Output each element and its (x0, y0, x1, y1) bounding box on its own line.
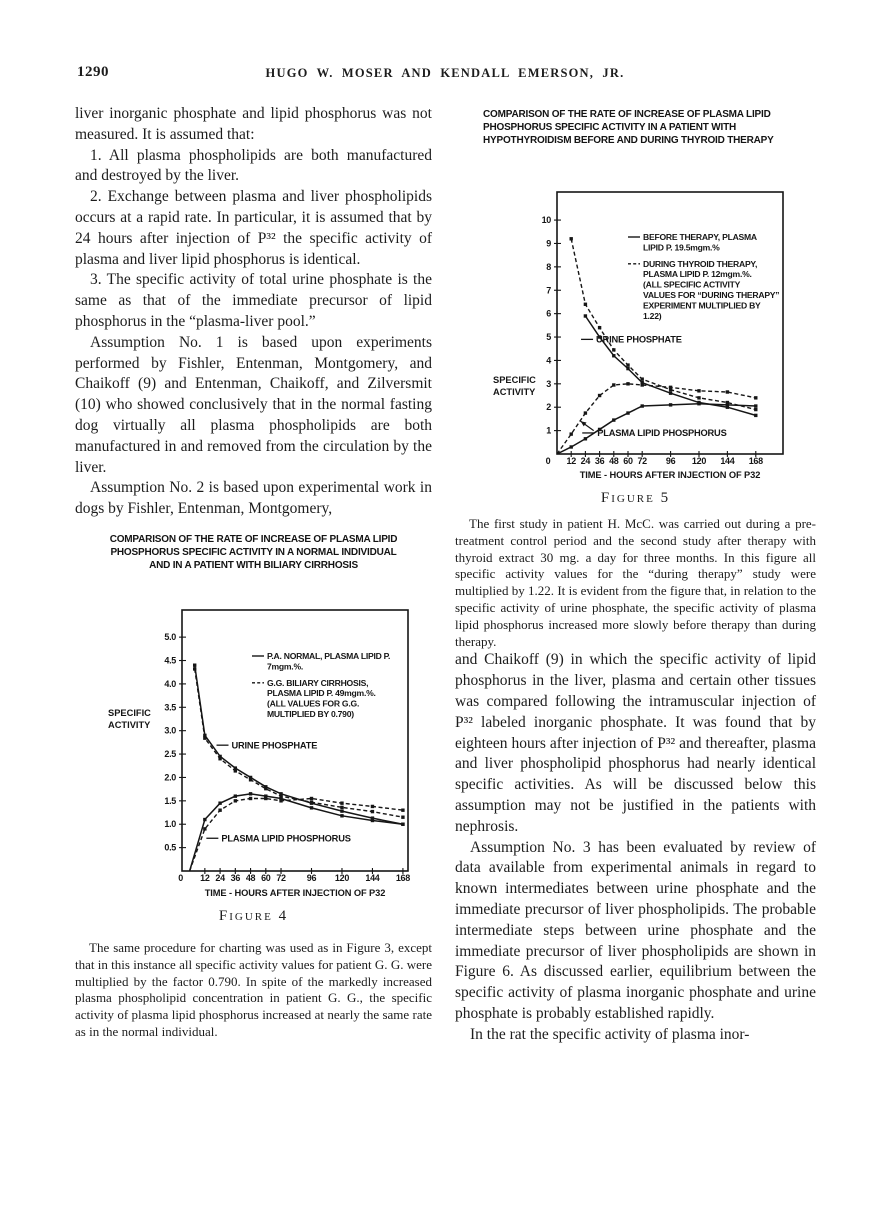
data-point (193, 663, 196, 666)
figure4-title-line2: PHOSPHORUS SPECIFIC ACTIVITY IN A NORMAL INDIVIDUAL (110, 546, 397, 558)
data-point (726, 403, 729, 406)
data-point (569, 432, 572, 435)
data-point (754, 404, 757, 407)
svg-text:2.0: 2.0 (164, 772, 176, 783)
legend-text: PLASMA LIPID P. 49mgm.%. (267, 688, 376, 699)
data-point (234, 794, 237, 797)
legend-text: G.G. BILIARY CIRRHOSIS, (267, 677, 369, 688)
legend-text: EXPERIMENT MULTIPLIED BY (643, 300, 761, 311)
data-point (598, 326, 601, 329)
data-point (640, 404, 643, 407)
svg-text:4.5: 4.5 (164, 655, 176, 666)
data-point (626, 367, 629, 370)
data-point (371, 805, 374, 808)
svg-text:5: 5 (546, 332, 551, 343)
svg-text:1.0: 1.0 (164, 819, 176, 830)
data-point (371, 810, 374, 813)
svg-text:12: 12 (566, 456, 576, 466)
svg-text:120: 120 (334, 872, 350, 883)
svg-text:72: 72 (637, 456, 647, 466)
data-point (584, 411, 587, 414)
y-axis-label: SPECIFIC (108, 707, 151, 718)
data-point (569, 237, 572, 240)
figure4-title-line3: AND IN A PATIENT WITH BILIARY CIRRHOSIS (149, 559, 358, 571)
svg-text:2: 2 (546, 402, 551, 413)
data-point (203, 818, 206, 821)
data-point (340, 814, 343, 817)
data-point (640, 383, 643, 386)
x-axis-label: TIME - HOURS AFTER INJECTION OF P32 (579, 470, 761, 480)
y-axis-label: ACTIVITY (493, 387, 536, 397)
paragraph-assumption-no2: Assumption No. 2 is based upon experimental work in dogs by Fishler, Entenman, Montgomery, (75, 479, 432, 518)
data-point (264, 797, 267, 800)
figure-4 (75, 533, 432, 1041)
legend-text: 1.22) (643, 310, 662, 321)
svg-text:168: 168 (748, 456, 763, 466)
svg-text:24: 24 (215, 872, 225, 883)
legend-text: VALUES FOR “DURING THERAPY” (643, 290, 780, 300)
data-point (310, 797, 313, 800)
svg-text:96: 96 (665, 456, 676, 466)
series-line (557, 384, 756, 454)
x-axis-label: TIME - HOURS AFTER INJECTION OF P32 (204, 887, 386, 898)
figure5-title-line3: HYPOTHYROIDISM BEFORE AND DURING THYROID THERAPY (483, 135, 774, 146)
data-point (626, 363, 629, 366)
svg-text:48: 48 (245, 872, 256, 883)
annotation-label: PLASMA LIPID PHOSPHORUS (221, 833, 351, 844)
svg-text:24: 24 (580, 456, 591, 466)
svg-text:10: 10 (541, 215, 551, 226)
svg-text:4.0: 4.0 (164, 678, 176, 689)
data-point (340, 809, 343, 812)
data-point (697, 402, 700, 405)
series-line (585, 316, 755, 415)
svg-text:3: 3 (546, 378, 551, 389)
data-point (584, 437, 587, 440)
assumption-3: 3. The specific activity of total urine phosphate is the same as that of the immediate precursor of lipid phosphorus in the “plasma-liver pool.” (75, 271, 432, 330)
svg-text:2.5: 2.5 (164, 749, 176, 760)
legend-text: LIPID P. 19.5mgm.% (643, 242, 720, 253)
data-point (371, 819, 374, 822)
figure5-caption: The first study in patient H. McC. was carried out during a pre-treatment control period and the second study after therapy with thyroid extract 30 mg. a day for three months. In this figure all specific activity values for the “during therapy” study were multiplied by 1.22. It is evident from the figure that, in relation to the specific activity of urine phosphate, the specific activity of plasma lipid phosphorus increased more slowly before therapy than during therapy. (455, 516, 816, 649)
data-point (401, 815, 404, 818)
paragraph-assumption-no3: Assumption No. 3 has been evaluated by review of data available from experimental animals in regard to known intermediates between urine phosphate and the immediate precursor of liver phospholipids. The probable intermediate steps between urine phosphate and the immediate precursor of liver phospholipids are shown in Figure 6. As discussed earlier, equilibrium between the specific activity of plasma inorganic phosphate and urine phosphate is probably established rapidly. (455, 838, 816, 1022)
figure-5 (455, 108, 816, 650)
data-point (218, 808, 221, 811)
svg-text:4: 4 (546, 355, 551, 366)
data-point (203, 736, 206, 739)
svg-text:144: 144 (720, 456, 735, 466)
data-point (401, 822, 404, 825)
data-point (584, 314, 587, 317)
svg-text:6: 6 (546, 308, 551, 319)
data-point (279, 799, 282, 802)
svg-text:168: 168 (395, 872, 410, 883)
svg-text:48: 48 (609, 456, 619, 466)
svg-text:5.0: 5.0 (164, 632, 176, 643)
data-point (612, 418, 615, 421)
svg-text:1.5: 1.5 (164, 795, 176, 806)
leader-arrowhead (581, 421, 587, 426)
data-point (218, 757, 221, 760)
figure5-title-line2: PHOSPHORUS SPECIFIC ACTIVITY IN A PATIENT WITH (483, 122, 737, 133)
legend-text: MULTIPLIED BY 0.790) (267, 708, 354, 719)
legend-text: 7mgm.%. (267, 661, 303, 672)
y-axis-label: ACTIVITY (108, 719, 151, 730)
data-point (193, 667, 196, 670)
figure5-title (455, 108, 816, 147)
assumption-2: 2. Exchange between plasma and liver phospholipids occurs at a rapid rate. In particular, it is assumed that by 24 hours after injection of P³² the specific activity of plasma and liver lipid phosphorus is identical. (75, 188, 432, 268)
data-point (203, 827, 206, 830)
svg-text:144: 144 (365, 872, 380, 883)
data-point (640, 377, 643, 380)
legend-text: BEFORE THERAPY, PLASMA (643, 232, 757, 242)
svg-text:1: 1 (546, 425, 551, 436)
data-point (754, 408, 757, 411)
left-column (75, 104, 432, 1041)
data-point (249, 778, 252, 781)
svg-text:9: 9 (546, 238, 551, 249)
legend-text: (ALL VALUES FOR G.G. (267, 698, 360, 709)
data-point (669, 391, 672, 394)
data-point (584, 303, 587, 306)
svg-text:12: 12 (200, 872, 210, 883)
data-point (569, 445, 572, 448)
figure4-chart (75, 600, 432, 902)
svg-text:36: 36 (230, 872, 241, 883)
data-point (626, 382, 629, 385)
data-point (697, 389, 700, 392)
svg-text:3.0: 3.0 (164, 725, 176, 736)
annotation-label: PLASMA LIPID PHOSPHORUS (597, 428, 727, 439)
svg-text:36: 36 (594, 456, 605, 466)
svg-text:120: 120 (691, 456, 707, 466)
svg-text:3.5: 3.5 (164, 702, 176, 713)
intro-paragraph: liver inorganic phosphate and lipid phosphorus was not measured. It is assumed that: (75, 105, 432, 143)
legend-text: DURING THYROID THERAPY, (643, 258, 758, 269)
data-point (612, 354, 615, 357)
data-point (612, 383, 615, 386)
paragraph-in-the-rat: In the rat the specific activity of plasma inor- (470, 1025, 750, 1043)
data-point (234, 769, 237, 772)
legend-text: P.A. NORMAL, PLASMA LIPID P. (267, 650, 391, 661)
svg-text:0: 0 (178, 872, 183, 883)
svg-text:60: 60 (623, 456, 633, 466)
svg-text:60: 60 (261, 872, 271, 883)
figure4-caption: The same procedure for charting was used as in Figure 3, except that in this instance all specific activity values for patient G. G. were multiplied by the factor 0.790. In spite of the markedly increased plasma phospholipid concentration in patient G. G., the specific activity of plasma lipid phosphorus increased at nearly the same rate as in the normal individual. (75, 939, 432, 1039)
figure5-title-line1: COMPARISON OF THE RATE OF INCREASE OF PLASMA LIPID (483, 109, 771, 120)
figure5-chart (455, 184, 816, 484)
data-point (264, 787, 267, 790)
data-point (669, 403, 672, 406)
legend-text: PLASMA LIPID P. 12mgm.%. (643, 269, 752, 280)
figure4-label: Figure 4 (218, 907, 289, 924)
data-point (310, 800, 313, 803)
data-point (626, 411, 629, 414)
figure4-title-line1: COMPARISON OF THE RATE OF INCREASE OF PLASMA LIPID (109, 533, 398, 545)
data-point (340, 801, 343, 804)
data-point (697, 396, 700, 399)
svg-text:8: 8 (546, 261, 551, 272)
data-point (401, 808, 404, 811)
paragraph-assumption-no1: Assumption No. 1 is based upon experiments performed by Fishler, Entenman, Montgomery, and Chaikoff (9) and Entenman, Chaikoff, and Zilversmit (10) who showed conclusively that in the normal fasting dog virtually all plasma phospholipids are both manufactured in and removed from the circulation by the liver. (75, 333, 432, 476)
data-point (218, 801, 221, 804)
figure5-label: Figure 5 (600, 490, 671, 506)
svg-text:72: 72 (276, 872, 286, 883)
data-point (726, 390, 729, 393)
svg-text:7: 7 (546, 285, 551, 296)
data-point (249, 792, 252, 795)
data-point (754, 396, 757, 399)
right-column (455, 104, 816, 1046)
annotation-label: URINE PHOSPHATE (231, 740, 318, 751)
data-point (310, 806, 313, 809)
assumption-1: 1. All plasma phospholipids are both manufactured and destroyed by the liver. (75, 146, 432, 185)
legend-text: (ALL SPECIFIC ACTIVITY (643, 279, 741, 290)
svg-text:0: 0 (545, 456, 551, 466)
data-point (234, 799, 237, 802)
data-point (754, 414, 757, 417)
y-axis-label: SPECIFIC (493, 375, 536, 385)
data-point (669, 386, 672, 389)
data-point (598, 394, 601, 397)
paragraph-chaikoff: and Chaikoff (9) in which the specific activity of lipid phosphorus in the liver, plasma and certain other tissues was compared following the intramuscular injection of P³² labeled inorganic phosphate. It was found that by eighteen hours after injection of P³² and thereafter, plasma and liver phospholipid phosphorus had nearly identical specific activities. As will be discussed below this assumption may not be justified in the patients with nephrosis. (455, 651, 816, 835)
svg-text:96: 96 (306, 872, 317, 883)
data-point (612, 348, 615, 351)
data-point (340, 806, 343, 809)
data-point (249, 797, 252, 800)
page-number: 1290 (77, 64, 109, 80)
running-head: HUGO W. MOSER AND KENDALL EMERSON, JR. (265, 66, 625, 80)
svg-text:0.5: 0.5 (164, 842, 176, 853)
annotation-label: URINE PHOSPHATE (596, 334, 682, 345)
figure4-title (75, 533, 432, 572)
